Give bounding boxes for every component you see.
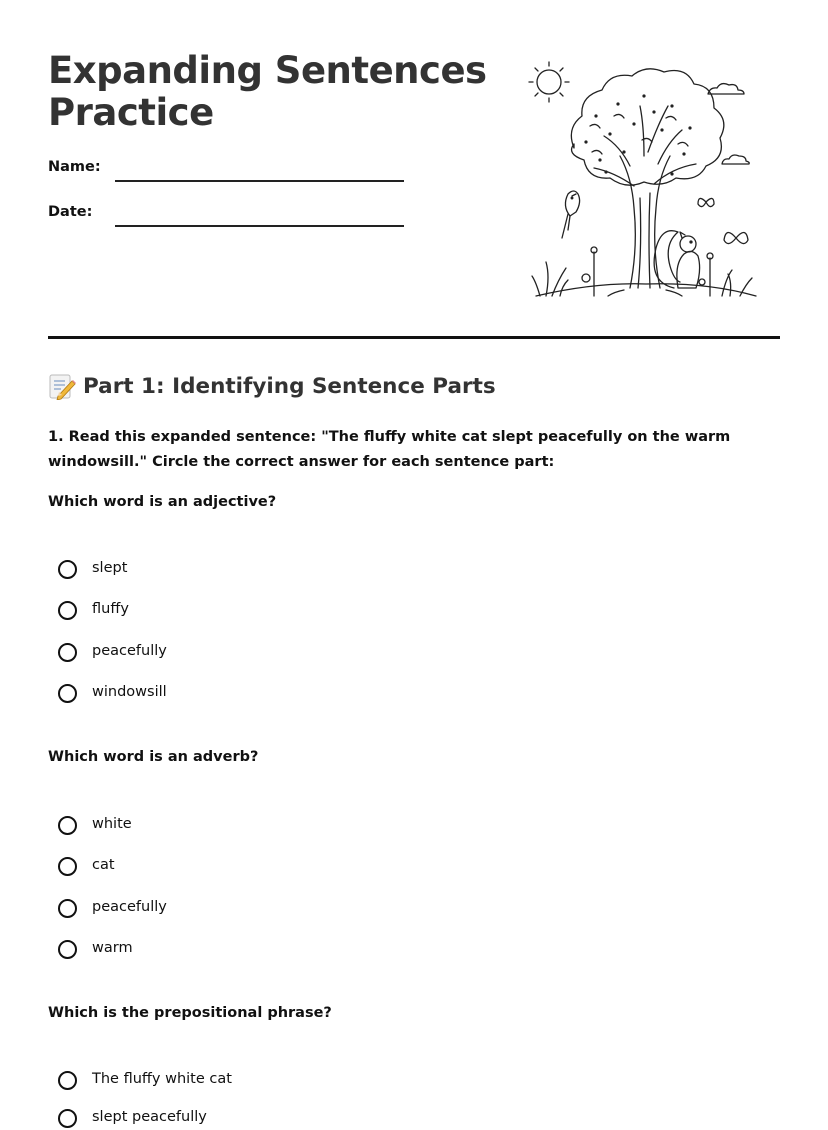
option-label: peacefully (92, 899, 167, 915)
option-label: peacefully (92, 643, 167, 659)
memo-pencil-icon (48, 372, 76, 400)
name-label: Name: (48, 159, 101, 175)
question-prepositional-phrase-label: Which is the prepositional phrase? (48, 1005, 332, 1021)
option-warm[interactable] (58, 935, 133, 961)
option-the-fluffy-white-cat[interactable] (58, 1066, 232, 1092)
radio-circle[interactable] (58, 940, 77, 959)
tree-illustration-icon (526, 56, 762, 302)
question-adjective-label: Which word is an adjective? (48, 494, 277, 510)
section-divider (48, 336, 780, 339)
page-title: Expanding Sentences Practice (48, 49, 487, 134)
option-cat[interactable] (58, 852, 115, 878)
option-label: warm (92, 940, 133, 956)
sun-icon (529, 62, 569, 102)
option-label: fluffy (92, 601, 129, 617)
cloud-icon (722, 155, 749, 164)
option-slept[interactable] (58, 555, 127, 581)
cloud-icon (708, 84, 744, 94)
option-slept-peacefully[interactable] (58, 1104, 207, 1130)
part1-heading (48, 372, 496, 400)
option-white[interactable] (58, 811, 132, 837)
radio-circle[interactable] (58, 1109, 77, 1128)
radio-circle[interactable] (58, 899, 77, 918)
name-field-line[interactable] (115, 180, 404, 182)
option-label: The fluffy white cat (92, 1071, 232, 1087)
option-peacefully[interactable] (58, 894, 167, 920)
option-label: white (92, 816, 132, 832)
option-label: slept (92, 560, 128, 576)
date-field-line[interactable] (115, 225, 404, 227)
radio-circle[interactable] (58, 601, 77, 620)
radio-circle[interactable] (58, 684, 77, 703)
radio-circle[interactable] (58, 816, 77, 835)
bird-icon (562, 191, 580, 238)
option-label: slept peacefully (92, 1109, 207, 1125)
option-fluffy[interactable] (58, 596, 129, 622)
radio-circle[interactable] (58, 560, 77, 579)
radio-circle[interactable] (58, 643, 77, 662)
radio-circle[interactable] (58, 1071, 77, 1090)
option-peacefully[interactable] (58, 638, 167, 664)
option-label: cat (92, 857, 115, 873)
date-label: Date: (48, 204, 93, 220)
squirrel-icon (654, 231, 699, 288)
question-adverb-label: Which word is an adverb? (48, 749, 259, 765)
butterfly-icon (698, 198, 714, 206)
question-1-intro: 1. Read this expanded sentence: "The fluffy white cat slept peacefully on the warm windowsill." Circle the correct answer for each sentence part: (48, 429, 731, 470)
radio-circle[interactable] (58, 857, 77, 876)
butterfly-icon (724, 232, 748, 243)
part1-heading-text: Part 1: Identifying Sentence Parts (83, 373, 496, 399)
option-label: windowsill (92, 684, 167, 700)
option-windowsill[interactable] (58, 679, 167, 705)
